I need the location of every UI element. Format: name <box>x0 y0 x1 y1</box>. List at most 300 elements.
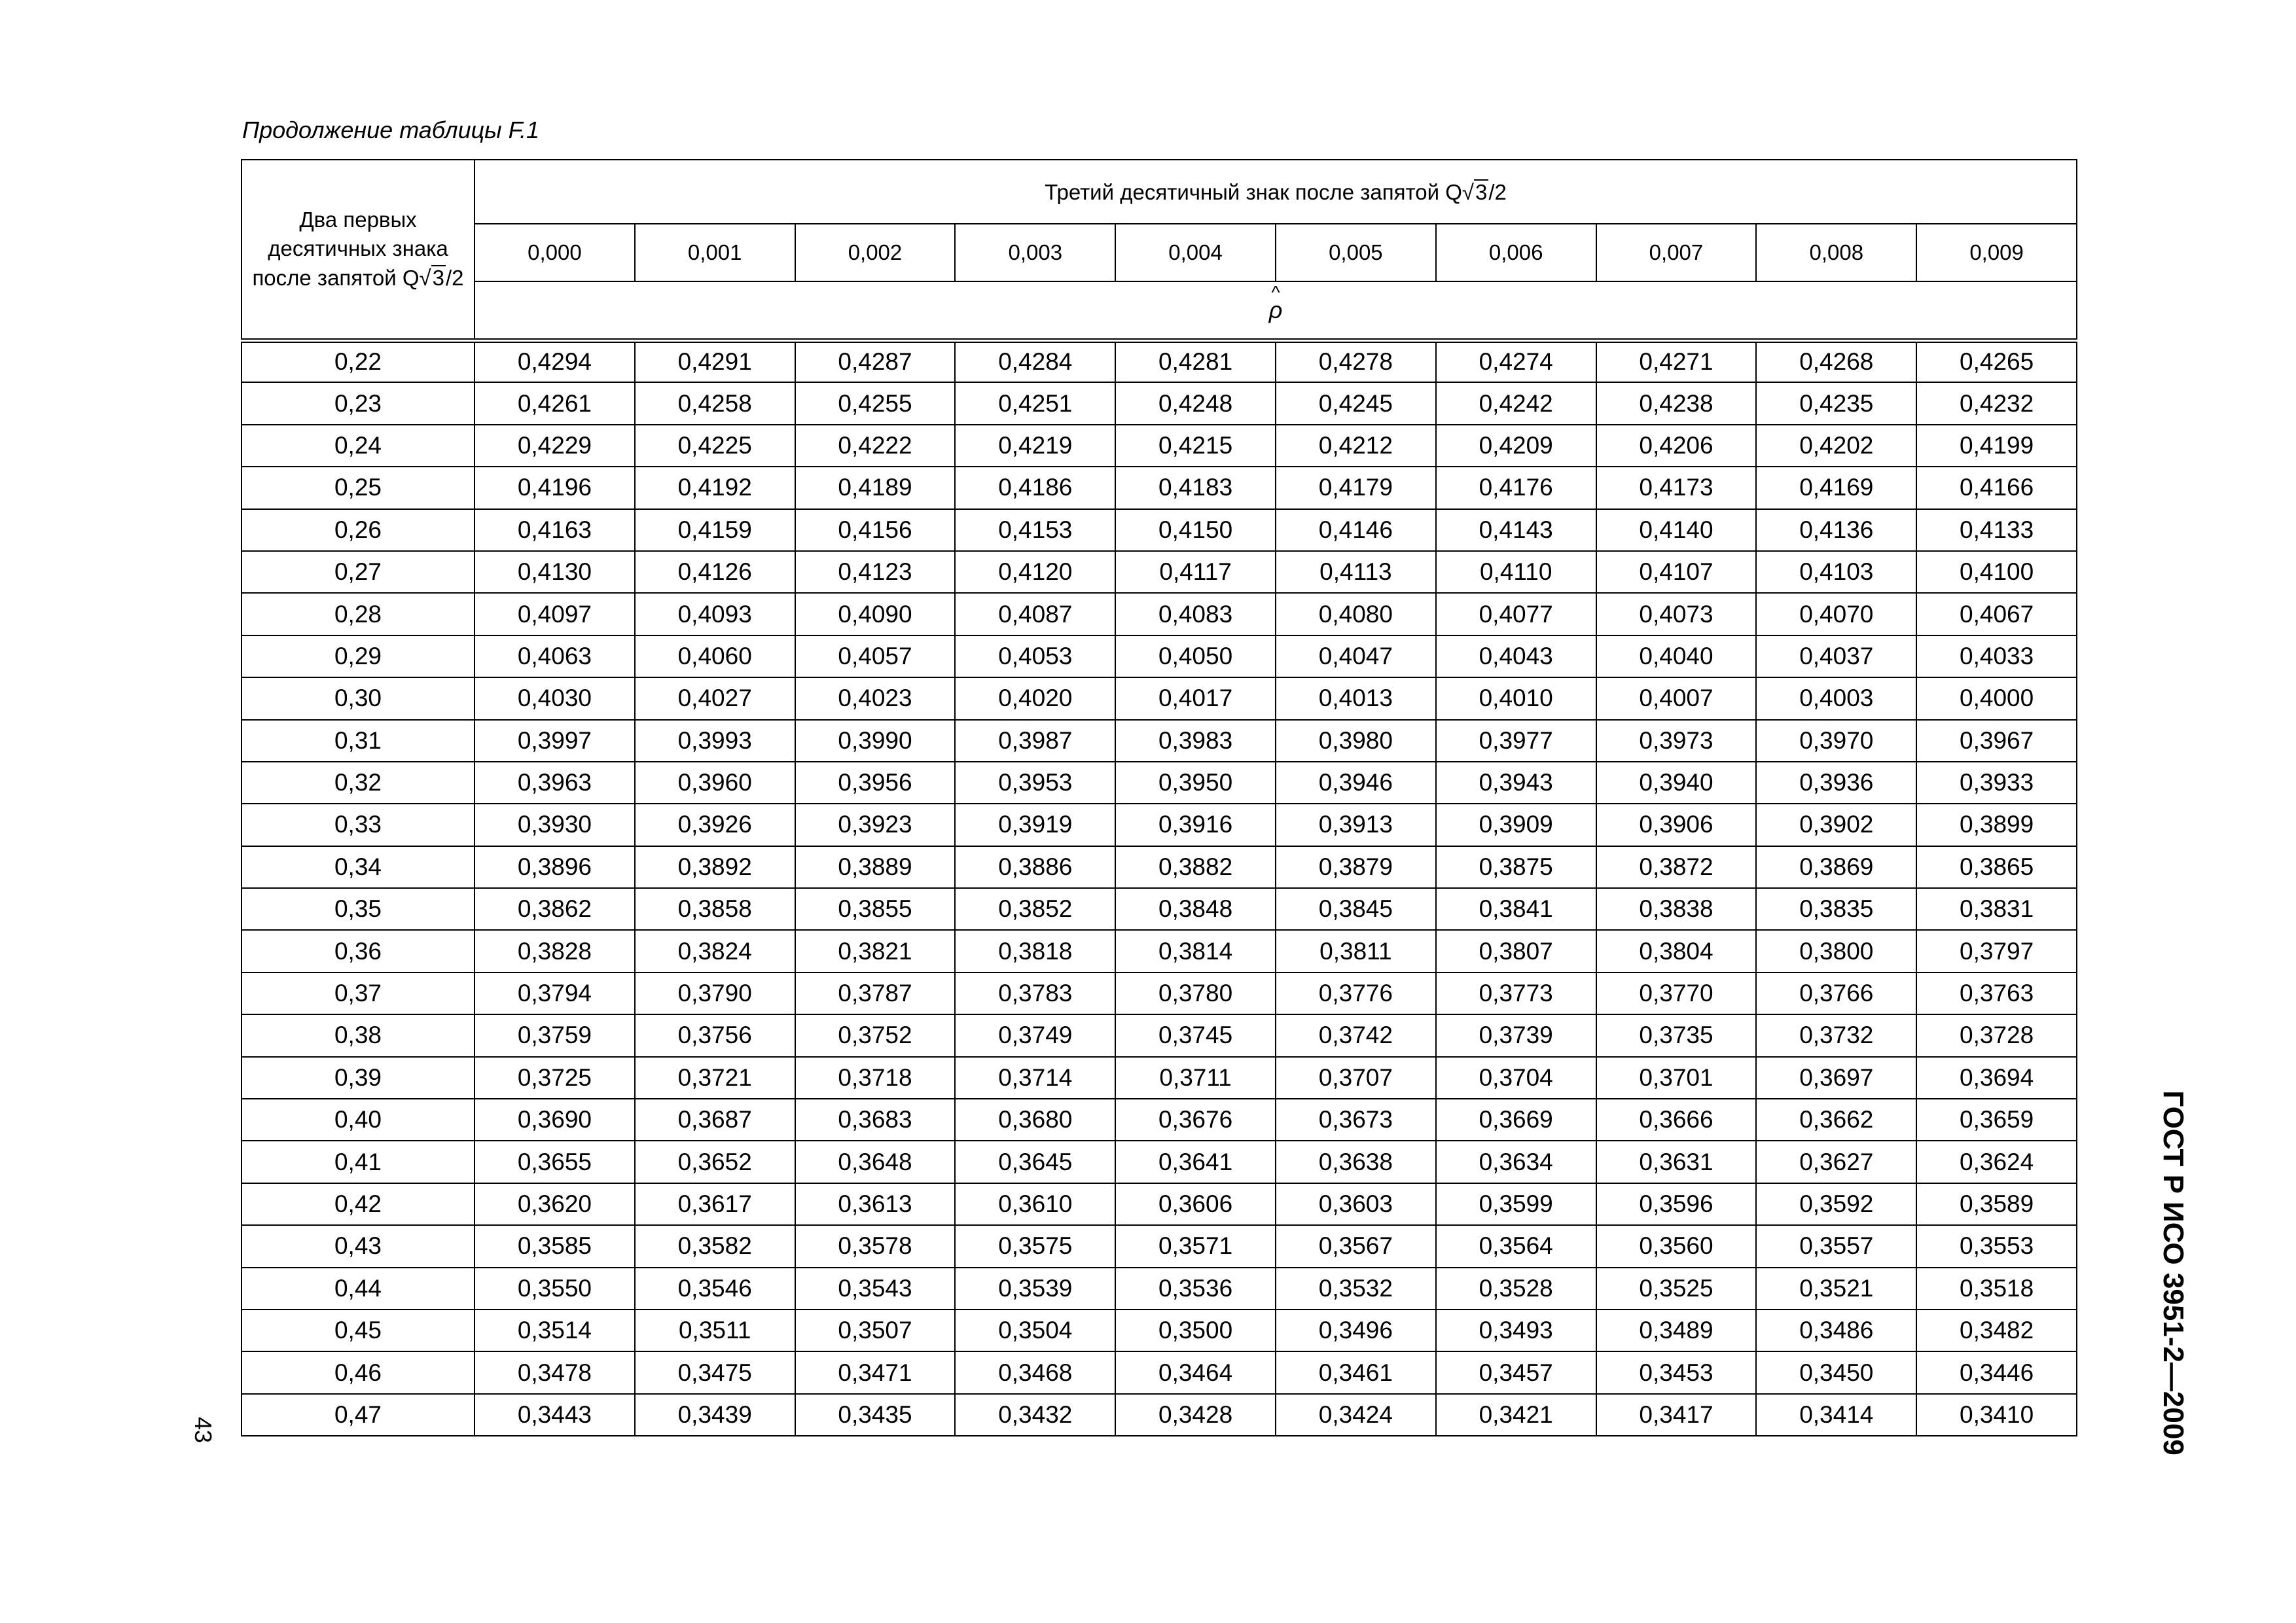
table-cell: 0,3662 <box>1756 1099 1916 1141</box>
table-cell: 0,4274 <box>1436 340 1596 382</box>
table-cell: 0,3676 <box>1115 1099 1276 1141</box>
table-cell: 0,3673 <box>1276 1099 1436 1141</box>
table-cell: 0,4053 <box>955 635 1115 677</box>
table-cell: 0,3514 <box>475 1310 635 1351</box>
table-cell: 0,4159 <box>635 509 795 551</box>
header-top-prefix: Третий десятичный знак после запятой Q <box>1045 179 1462 204</box>
column-header-row <box>242 224 2077 281</box>
table-cell: 0,4287 <box>795 340 956 382</box>
table-cell: 0,3848 <box>1115 888 1276 930</box>
table-cell: 0,4073 <box>1596 593 1757 635</box>
table-cell: 0,3886 <box>955 846 1115 888</box>
table-cell: 0,3987 <box>955 720 1115 762</box>
table-cell: 0,3993 <box>635 720 795 762</box>
table-cell: 0,3528 <box>1436 1268 1596 1310</box>
table-cell: 0,4156 <box>795 509 956 551</box>
table-row <box>242 551 2077 593</box>
table-cell: 0,3443 <box>475 1394 635 1436</box>
table-cell: 0,4183 <box>1115 467 1276 508</box>
column-header: 0,006 <box>1436 224 1596 281</box>
table-cell: 0,4265 <box>1916 340 2077 382</box>
table-cell: 0,3504 <box>955 1310 1115 1351</box>
table-cell: 0,4083 <box>1115 593 1276 635</box>
header-first-line1: Два первых <box>299 207 417 232</box>
table-cell: 0,3749 <box>955 1014 1115 1056</box>
header-symbol-cell <box>475 281 2077 340</box>
table-row <box>242 804 2077 846</box>
table-cell: 0,4173 <box>1596 467 1757 508</box>
table-cell: 0,3967 <box>1916 720 2077 762</box>
table-cell: 0,4060 <box>635 635 795 677</box>
table-cell: 0,3414 <box>1756 1394 1916 1436</box>
table-cell: 0,3532 <box>1276 1268 1436 1310</box>
table-cell: 0,3543 <box>795 1268 956 1310</box>
table-cell: 0,3892 <box>635 846 795 888</box>
table-cell: 0,3783 <box>955 972 1115 1014</box>
table-row <box>242 1183 2077 1225</box>
table-cell: 0,3869 <box>1756 846 1916 888</box>
table-cell: 0,3728 <box>1916 1014 2077 1056</box>
table-cell: 0,3814 <box>1115 930 1276 972</box>
sqrt-radicand: 3 <box>432 266 445 291</box>
table-row <box>242 1310 2077 1351</box>
table-cell: 0,3852 <box>955 888 1115 930</box>
row-label: 0,41 <box>242 1141 475 1183</box>
table-cell: 0,3596 <box>1596 1183 1757 1225</box>
row-label: 0,43 <box>242 1225 475 1267</box>
table-cell: 0,4087 <box>955 593 1115 635</box>
table-cell: 0,3478 <box>475 1351 635 1393</box>
table-cell: 0,3585 <box>475 1225 635 1267</box>
table-cell: 0,4225 <box>635 425 795 467</box>
table-cell: 0,3432 <box>955 1394 1115 1436</box>
row-label: 0,33 <box>242 804 475 846</box>
table-cell: 0,3701 <box>1596 1057 1757 1099</box>
table-cell: 0,4146 <box>1276 509 1436 551</box>
table-cell: 0,3582 <box>635 1225 795 1267</box>
table-cell: 0,3624 <box>1916 1141 2077 1183</box>
table-cell: 0,4281 <box>1115 340 1276 382</box>
row-label: 0,26 <box>242 509 475 551</box>
table-cell: 0,3787 <box>795 972 956 1014</box>
table-caption: Продолжение таблицы F.1 <box>242 116 540 143</box>
table-cell: 0,4080 <box>1276 593 1436 635</box>
table-cell: 0,3599 <box>1436 1183 1596 1225</box>
table-cell: 0,3592 <box>1756 1183 1916 1225</box>
table-cell: 0,4103 <box>1756 551 1916 593</box>
sqrt-symbol: √3 <box>419 266 445 291</box>
table-cell: 0,3858 <box>635 888 795 930</box>
table-cell: 0,4007 <box>1596 677 1757 719</box>
table-cell: 0,3875 <box>1436 846 1596 888</box>
table-cell: 0,4040 <box>1596 635 1757 677</box>
table-cell: 0,3865 <box>1916 846 2077 888</box>
column-header: 0,000 <box>475 224 635 281</box>
table-cell: 0,3482 <box>1916 1310 2077 1351</box>
table-cell: 0,3742 <box>1276 1014 1436 1056</box>
table-cell: 0,4133 <box>1916 509 2077 551</box>
table-cell: 0,3718 <box>795 1057 956 1099</box>
table-cell: 0,4043 <box>1436 635 1596 677</box>
row-label: 0,24 <box>242 425 475 467</box>
table-cell: 0,4047 <box>1276 635 1436 677</box>
table-cell: 0,3620 <box>475 1183 635 1225</box>
table-cell: 0,4097 <box>475 593 635 635</box>
table-cell: 0,3704 <box>1436 1057 1596 1099</box>
table-cell: 0,3613 <box>795 1183 956 1225</box>
table-cell: 0,3835 <box>1756 888 1916 930</box>
table-cell: 0,3990 <box>795 720 956 762</box>
table-cell: 0,3879 <box>1276 846 1436 888</box>
table-cell: 0,3821 <box>795 930 956 972</box>
table-cell: 0,4261 <box>475 382 635 424</box>
table-cell: 0,3606 <box>1115 1183 1276 1225</box>
table-cell: 0,3564 <box>1436 1225 1596 1267</box>
table-cell: 0,4238 <box>1596 382 1757 424</box>
table-row <box>242 382 2077 424</box>
row-label: 0,28 <box>242 593 475 635</box>
page-number <box>190 1407 216 1453</box>
table-cell: 0,3845 <box>1276 888 1436 930</box>
header-top-suffix: /2 <box>1488 179 1507 204</box>
table-cell: 0,3882 <box>1115 846 1276 888</box>
table-cell: 0,3683 <box>795 1099 956 1141</box>
table-row <box>242 425 2077 467</box>
table-cell: 0,4107 <box>1596 551 1757 593</box>
side-title-text: ГОСТ Р ИСО 3951-2—2009 <box>2157 1090 2189 1455</box>
row-label: 0,29 <box>242 635 475 677</box>
table-row <box>242 1268 2077 1310</box>
table-cell: 0,3732 <box>1756 1014 1916 1056</box>
table-row <box>242 1394 2077 1436</box>
table-cell: 0,3521 <box>1756 1268 1916 1310</box>
table-cell: 0,3735 <box>1596 1014 1757 1056</box>
table-cell: 0,3435 <box>795 1394 956 1436</box>
table-cell: 0,3913 <box>1276 804 1436 846</box>
table-cell: 0,3428 <box>1115 1394 1276 1436</box>
table-cell: 0,4023 <box>795 677 956 719</box>
table-cell: 0,3421 <box>1436 1394 1596 1436</box>
table-cell: 0,3930 <box>475 804 635 846</box>
table-cell: 0,3841 <box>1436 888 1596 930</box>
table-cell: 0,3828 <box>475 930 635 972</box>
table-cell: 0,4100 <box>1916 551 2077 593</box>
row-label: 0,42 <box>242 1183 475 1225</box>
table-cell: 0,3557 <box>1756 1225 1916 1267</box>
table-cell: 0,3410 <box>1916 1394 2077 1436</box>
table-cell: 0,3652 <box>635 1141 795 1183</box>
table-cell: 0,3800 <box>1756 930 1916 972</box>
table-cell: 0,4027 <box>635 677 795 719</box>
table-cell: 0,3687 <box>635 1099 795 1141</box>
table-cell: 0,4037 <box>1756 635 1916 677</box>
table-cell: 0,3770 <box>1596 972 1757 1014</box>
row-label: 0,22 <box>242 340 475 382</box>
table-row <box>242 635 2077 677</box>
table-cell: 0,4209 <box>1436 425 1596 467</box>
table-cell: 0,3721 <box>635 1057 795 1099</box>
table-cell: 0,3493 <box>1436 1310 1596 1351</box>
table-cell: 0,3794 <box>475 972 635 1014</box>
table-cell: 0,3424 <box>1276 1394 1436 1436</box>
table-cell: 0,3889 <box>795 846 956 888</box>
table-cell: 0,3780 <box>1115 972 1276 1014</box>
table-cell: 0,4163 <box>475 509 635 551</box>
column-header: 0,005 <box>1276 224 1436 281</box>
header-first-prefix: после запятой Q <box>252 266 420 291</box>
table-cell: 0,3763 <box>1916 972 2077 1014</box>
table-cell: 0,3970 <box>1756 720 1916 762</box>
table-cell: 0,3804 <box>1596 930 1757 972</box>
table-cell: 0,3855 <box>795 888 956 930</box>
table-cell: 0,4166 <box>1916 467 2077 508</box>
table-cell: 0,3627 <box>1756 1141 1916 1183</box>
table-cell: 0,4126 <box>635 551 795 593</box>
table-cell: 0,4199 <box>1916 425 2077 467</box>
table-cell: 0,3638 <box>1276 1141 1436 1183</box>
table-cell: 0,4063 <box>475 635 635 677</box>
column-header: 0,009 <box>1916 224 2077 281</box>
table-cell: 0,4169 <box>1756 467 1916 508</box>
table-cell: 0,4248 <box>1115 382 1276 424</box>
table-cell: 0,3919 <box>955 804 1115 846</box>
table-cell: 0,4186 <box>955 467 1115 508</box>
table-cell: 0,3560 <box>1596 1225 1757 1267</box>
table-cell: 0,3906 <box>1596 804 1757 846</box>
row-label: 0,30 <box>242 677 475 719</box>
table-cell: 0,3659 <box>1916 1099 2077 1141</box>
table-cell: 0,3940 <box>1596 762 1757 804</box>
table-cell: 0,4120 <box>955 551 1115 593</box>
table-cell: 0,3655 <box>475 1141 635 1183</box>
table-cell: 0,3773 <box>1436 972 1596 1014</box>
table-cell: 0,3790 <box>635 972 795 1014</box>
table-cell: 0,3896 <box>475 846 635 888</box>
header-first-suffix: /2 <box>446 266 464 291</box>
table-cell: 0,3489 <box>1596 1310 1757 1351</box>
table-cell: 0,3756 <box>635 1014 795 1056</box>
table-cell: 0,3468 <box>955 1351 1115 1393</box>
table-cell: 0,3567 <box>1276 1225 1436 1267</box>
table-cell: 0,3831 <box>1916 888 2077 930</box>
table-row <box>242 1141 2077 1183</box>
table-row <box>242 1351 2077 1393</box>
table-cell: 0,3933 <box>1916 762 2077 804</box>
table-row <box>242 593 2077 635</box>
table-cell: 0,4284 <box>955 340 1115 382</box>
table-cell: 0,4258 <box>635 382 795 424</box>
table-cell: 0,3669 <box>1436 1099 1596 1141</box>
table-cell: 0,4017 <box>1115 677 1276 719</box>
table-cell: 0,3902 <box>1756 804 1916 846</box>
table-cell: 0,4291 <box>635 340 795 382</box>
table-cell: 0,3946 <box>1276 762 1436 804</box>
table-row <box>242 762 2077 804</box>
table-cell: 0,3953 <box>955 762 1115 804</box>
table-row <box>242 677 2077 719</box>
row-label: 0,35 <box>242 888 475 930</box>
header-first-line3 <box>242 264 474 293</box>
row-label: 0,39 <box>242 1057 475 1099</box>
table-cell: 0,3956 <box>795 762 956 804</box>
table-cell: 0,4110 <box>1436 551 1596 593</box>
table-cell: 0,4033 <box>1916 635 2077 677</box>
table-cell: 0,4206 <box>1596 425 1757 467</box>
table-cell: 0,4229 <box>475 425 635 467</box>
table-cell: 0,3641 <box>1115 1141 1276 1183</box>
table-cell: 0,4179 <box>1276 467 1436 508</box>
table-cell: 0,3553 <box>1916 1225 2077 1267</box>
table-cell: 0,3807 <box>1436 930 1596 972</box>
table-cell: 0,4093 <box>635 593 795 635</box>
row-label: 0,44 <box>242 1268 475 1310</box>
page-number-text: 43 <box>190 1416 217 1444</box>
column-header: 0,008 <box>1756 224 1916 281</box>
table-cell: 0,3439 <box>635 1394 795 1436</box>
table-cell: 0,3457 <box>1436 1351 1596 1393</box>
table-cell: 0,3977 <box>1436 720 1596 762</box>
row-label: 0,40 <box>242 1099 475 1141</box>
header-first-line2: десятичных знака <box>268 236 448 261</box>
table-cell: 0,3571 <box>1115 1225 1276 1267</box>
table-cell: 0,3926 <box>635 804 795 846</box>
table-cell: 0,4202 <box>1756 425 1916 467</box>
table-cell: 0,4192 <box>635 467 795 508</box>
table-cell: 0,3645 <box>955 1141 1115 1183</box>
table-cell: 0,3680 <box>955 1099 1115 1141</box>
table-cell: 0,3936 <box>1756 762 1916 804</box>
table-cell: 0,3634 <box>1436 1141 1596 1183</box>
column-header: 0,003 <box>955 224 1115 281</box>
row-label: 0,38 <box>242 1014 475 1056</box>
table-cell: 0,4003 <box>1756 677 1916 719</box>
table-row <box>242 340 2077 382</box>
table-row <box>242 1225 2077 1267</box>
table-cell: 0,4222 <box>795 425 956 467</box>
table-cell: 0,4090 <box>795 593 956 635</box>
table-cell: 0,3752 <box>795 1014 956 1056</box>
table-cell: 0,4117 <box>1115 551 1276 593</box>
table-cell: 0,4057 <box>795 635 956 677</box>
row-label: 0,45 <box>242 1310 475 1351</box>
table-cell: 0,4010 <box>1436 677 1596 719</box>
table-cell: 0,3973 <box>1596 720 1757 762</box>
table-cell: 0,3707 <box>1276 1057 1436 1099</box>
header-first-column <box>242 160 475 340</box>
table-cell: 0,3575 <box>955 1225 1115 1267</box>
row-label: 0,25 <box>242 467 475 508</box>
table-cell: 0,3546 <box>635 1268 795 1310</box>
table-cell: 0,3697 <box>1756 1057 1916 1099</box>
table-cell: 0,4255 <box>795 382 956 424</box>
table-cell: 0,3550 <box>475 1268 635 1310</box>
table-cell: 0,3617 <box>635 1183 795 1225</box>
data-table <box>241 159 2077 1436</box>
table-cell: 0,3417 <box>1596 1394 1757 1436</box>
table-cell: 0,3536 <box>1115 1268 1276 1310</box>
row-label: 0,34 <box>242 846 475 888</box>
table-cell: 0,3872 <box>1596 846 1757 888</box>
table-cell: 0,3507 <box>795 1310 956 1351</box>
table-cell: 0,3923 <box>795 804 956 846</box>
table-cell: 0,4067 <box>1916 593 2077 635</box>
table-cell: 0,4271 <box>1596 340 1757 382</box>
table-cell: 0,3980 <box>1276 720 1436 762</box>
rho-hat-symbol: ^ ρ <box>1269 296 1283 324</box>
table-cell: 0,4278 <box>1276 340 1436 382</box>
table-cell: 0,3475 <box>635 1351 795 1393</box>
table-cell: 0,3824 <box>635 930 795 972</box>
table-cell: 0,4153 <box>955 509 1115 551</box>
table-body <box>242 340 2077 1436</box>
table-row <box>242 1099 2077 1141</box>
row-label: 0,46 <box>242 1351 475 1393</box>
table-cell: 0,4235 <box>1756 382 1916 424</box>
table-cell: 0,4176 <box>1436 467 1596 508</box>
table-cell: 0,4232 <box>1916 382 2077 424</box>
table-row <box>242 720 2077 762</box>
table-cell: 0,3943 <box>1436 762 1596 804</box>
table-cell: 0,4219 <box>955 425 1115 467</box>
sqrt-radicand: 3 <box>1475 179 1488 204</box>
row-label: 0,37 <box>242 972 475 1014</box>
table-cell: 0,4113 <box>1276 551 1436 593</box>
table-cell: 0,3450 <box>1756 1351 1916 1393</box>
header-top <box>475 160 2077 224</box>
table-cell: 0,4268 <box>1756 340 1916 382</box>
table-cell: 0,3711 <box>1115 1057 1276 1099</box>
table-cell: 0,3759 <box>475 1014 635 1056</box>
table-row <box>242 1057 2077 1099</box>
sqrt-symbol: √3 <box>1462 179 1488 204</box>
table-row <box>242 467 2077 508</box>
table-cell: 0,3739 <box>1436 1014 1596 1056</box>
table-cell: 0,3960 <box>635 762 795 804</box>
table-cell: 0,3745 <box>1115 1014 1276 1056</box>
row-label: 0,27 <box>242 551 475 593</box>
table-cell: 0,3486 <box>1756 1310 1916 1351</box>
table-cell: 0,3997 <box>475 720 635 762</box>
table-cell: 0,3496 <box>1276 1310 1436 1351</box>
table-cell: 0,4000 <box>1916 677 2077 719</box>
table-cell: 0,4030 <box>475 677 635 719</box>
table-cell: 0,3797 <box>1916 930 2077 972</box>
table-cell: 0,4215 <box>1115 425 1276 467</box>
table-cell: 0,4245 <box>1276 382 1436 424</box>
table-row <box>242 930 2077 972</box>
table-row <box>242 846 2077 888</box>
table-cell: 0,4196 <box>475 467 635 508</box>
table-cell: 0,3511 <box>635 1310 795 1351</box>
table-cell: 0,4123 <box>795 551 956 593</box>
table-cell: 0,3666 <box>1596 1099 1757 1141</box>
table-cell: 0,3725 <box>475 1057 635 1099</box>
table-cell: 0,4212 <box>1276 425 1436 467</box>
table-cell: 0,3776 <box>1276 972 1436 1014</box>
table-cell: 0,4242 <box>1436 382 1596 424</box>
table-cell: 0,3631 <box>1596 1141 1757 1183</box>
table-cell: 0,3539 <box>955 1268 1115 1310</box>
table-cell: 0,4294 <box>475 340 635 382</box>
table-cell: 0,3862 <box>475 888 635 930</box>
column-header: 0,004 <box>1115 224 1276 281</box>
row-label: 0,23 <box>242 382 475 424</box>
table-cell: 0,3983 <box>1115 720 1276 762</box>
table-cell: 0,3648 <box>795 1141 956 1183</box>
table-cell: 0,3694 <box>1916 1057 2077 1099</box>
table-row <box>242 1014 2077 1056</box>
table-cell: 0,3461 <box>1276 1351 1436 1393</box>
